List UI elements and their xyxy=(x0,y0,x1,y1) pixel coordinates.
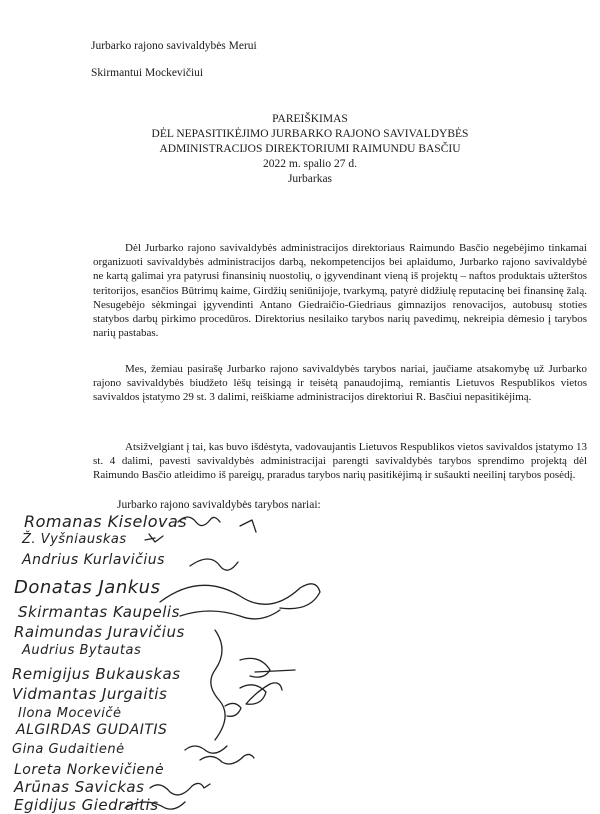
signature: Romanas Kiselovas xyxy=(24,512,188,531)
scrawl-stroke xyxy=(180,610,280,619)
document-subtitle-line-1: DĖL NEPASITIKĖJIMO JURBARKO RAJONO SAVIVALDYBĖS xyxy=(151,128,469,140)
signature: Raimundas Juravičius xyxy=(14,623,185,641)
signature: Andrius Kurlavičius xyxy=(22,552,165,568)
body-paragraph-1: Dėl Jurbarko rajono savivaldybės administracijos direktoriaus Raimundo Basčio negebėjimo tinkamai organizuoti savivaldybės administracijos darbą, nekompetencijos bei aplaidumo, Jurbarko rajono savivaldybė ne kartą galimai yra patyrusi finansinių nuostolių, o įgyvendinant vieną iš projektų – naftos produktais užterštos teritorijos, esančios Būtrimų kaime, Girdžių seniūnijoje, tvarkymą, patyrė didžiulę reputacinę bei finansinę žalą. Nesugebėjo sėkmingai įgyvendinti Antano Giedraičio-Giedriaus gimnazijos renovacijos, autobusų stoties statybos darbų pirkimo procedūros. Direktorius nesilaiko tarybos narių pavedimų, nekreipia dėmesio į tarybos narių pastabas. xyxy=(93,242,587,340)
scrawl-stroke xyxy=(190,559,238,570)
signature: Egidijus Giedraitis xyxy=(14,796,159,814)
recipient-line-2: Skirmantui Mockevičiui xyxy=(91,67,204,79)
scrawl-stroke xyxy=(150,783,210,794)
document-title: PAREIŠKIMAS xyxy=(272,113,348,125)
body-paragraph-2: Mes, žemiau pasirašę Jurbarko rajono savivaldybės tarybos nariai, jaučiame atsakomybę už Jurbarko rajono savivaldybės biudžeto lėšų teisingą ir teisėtą panaudojimą, remiantis Lietuvos Respublikos vietos savivaldos įstatymo 29 st. 3 dalimi, reiškiame administracijos direktoriui R. Basčiui nepasitikėjimą. xyxy=(93,363,587,404)
signature: Donatas Jankus xyxy=(14,577,161,598)
scrawl-stroke xyxy=(240,658,270,677)
signature: Remigijus Bukauskas xyxy=(12,665,181,683)
signature-scrawls xyxy=(0,510,600,814)
signature: Ž. Vyšniauskas xyxy=(22,532,127,547)
scrawl-stroke xyxy=(200,754,254,764)
scrawl-stroke xyxy=(225,703,241,716)
scrawl-stroke xyxy=(211,630,225,740)
signature: Loreta Norkevičienė xyxy=(14,762,165,778)
scrawl-stroke xyxy=(160,584,320,609)
signature: Gina Gudaitienė xyxy=(12,742,125,757)
body-paragraph-3: Atsižvelgiant į tai, kas buvo išdėstyta, vadovaujantis Lietuvos Respublikos vietos savivaldos įstatymo 13 st. 4 dalimi, pavesti savivaldybės administracijai parengti savivaldybės tarybos sprendimo projektą dėl Raimundo Basčio atleidimo iš pareigų, praradus tarybos narių pasitikėjimą ir sušaukti neeilinį tarybos posėdį. xyxy=(93,441,587,482)
scrawl-stroke xyxy=(145,534,163,542)
signature-block xyxy=(0,510,600,814)
scrawl-stroke xyxy=(178,517,256,532)
recipient-line-1: Jurbarko rajono savivaldybės Merui xyxy=(91,40,257,52)
scrawl-stroke xyxy=(255,670,295,672)
signatures-title: Jurbarko rajono savivaldybės tarybos nariai: xyxy=(117,499,321,511)
scrawl-stroke xyxy=(125,802,185,809)
signature: Skirmantas Kaupelis xyxy=(18,603,180,621)
document-place: Jurbarkas xyxy=(287,173,333,185)
signature: Arūnas Savickas xyxy=(14,778,145,796)
signature: Audrius Bytautas xyxy=(22,643,142,658)
signature: Ilona Mocevičė xyxy=(18,706,122,721)
scrawl-stroke xyxy=(240,683,282,704)
document-subtitle-line-2: ADMINISTRACIJOS DIREKTORIUMI RAIMUNDU BASČIU xyxy=(159,143,461,155)
scrawl-stroke xyxy=(185,746,227,753)
signature: Vidmantas Jurgaitis xyxy=(12,685,168,703)
signature: ALGIRDAS GUDAITIS xyxy=(16,722,168,738)
document-date: 2022 m. spalio 27 d. xyxy=(263,158,357,170)
document-heading xyxy=(110,112,510,187)
